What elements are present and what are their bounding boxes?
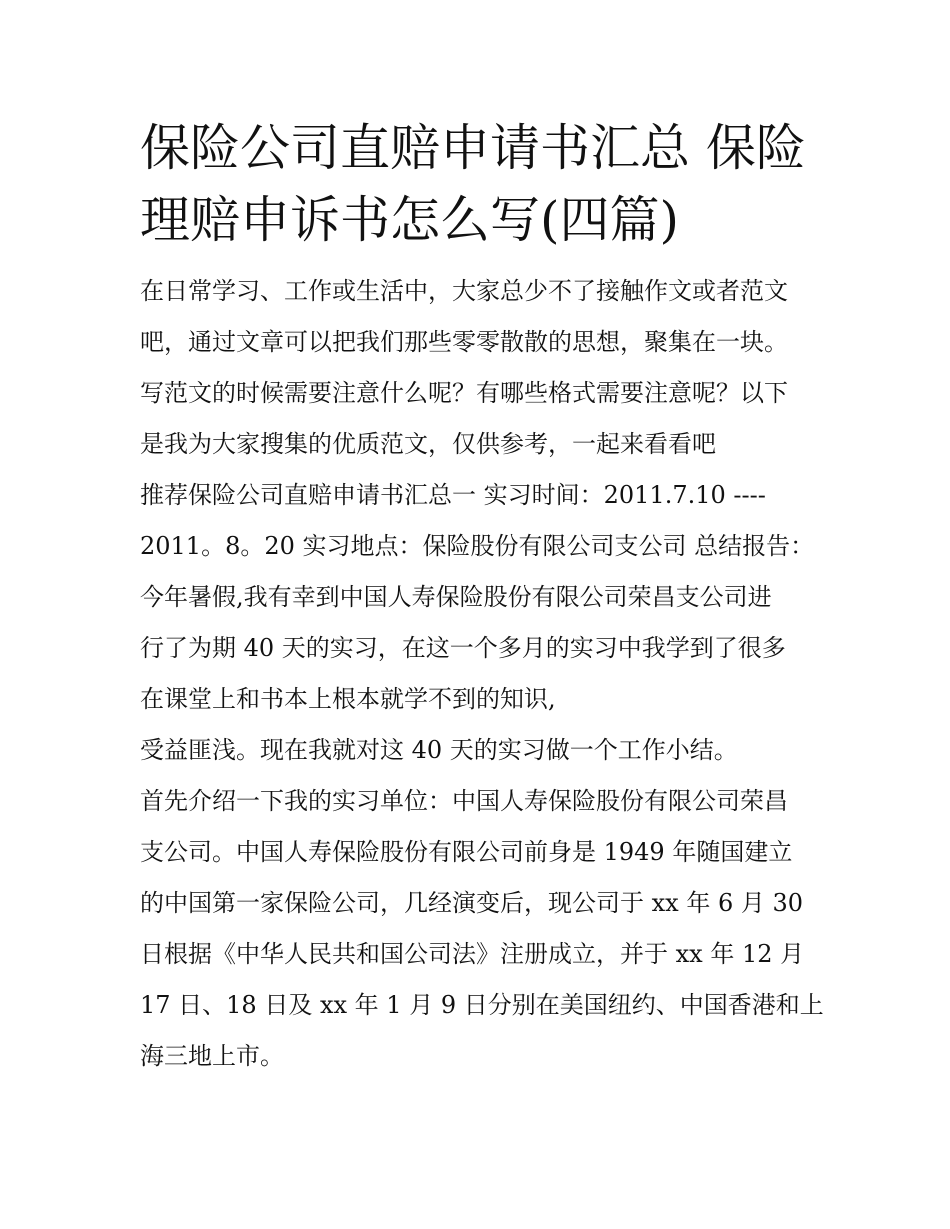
body-line: 吧，通过文章可以把我们那些零零散散的思想，聚集在一块。	[140, 328, 788, 356]
body-line: 首先介绍一下我的实习单位：中国人寿保险股份有限公司荣昌	[140, 787, 788, 815]
title-line: 理赔申诉书怎么写(四篇)	[140, 191, 680, 249]
body-line: 受益匪浅。现在我就对这 40 天的实习做一个工作小结。	[140, 736, 738, 764]
document-title	[140, 112, 820, 256]
document-body	[140, 266, 824, 1082]
body-line: 2011。8。20 实习地点：保险股份有限公司支公司 总结报告：	[140, 532, 815, 560]
document-content	[140, 112, 824, 1082]
body-line: 海三地上市。	[140, 1042, 284, 1070]
body-line: 在日常学习、工作或生活中，大家总少不了接触作文或者范文	[140, 277, 788, 305]
body-line: 是我为大家搜集的优质范文，仅供参考，一起来看看吧	[140, 430, 716, 458]
body-line: 推荐保险公司直赔申请书汇总一 实习时间：2011.7.10 ----	[140, 481, 766, 509]
body-line: 17 日、18 日及 xx 年 1 月 9 日分别在美国纽约、中国香港和上	[140, 991, 824, 1019]
title-line: 保险公司直赔申请书汇总 保险	[140, 119, 806, 177]
body-line: 在课堂上和书本上根本就学不到的知识,	[140, 685, 556, 713]
body-line: 日根据《中华人民共和国公司法》注册成立，并于 xx 年 12 月	[140, 940, 805, 968]
body-line: 今年暑假,我有幸到中国人寿保险股份有限公司荣昌支公司进	[140, 583, 772, 611]
body-line: 写范文的时候需要注意什么呢？有哪些格式需要注意呢？以下	[140, 379, 788, 407]
body-line: 的中国第一家保险公司，几经演变后，现公司于 xx 年 6 月 30	[140, 889, 804, 917]
body-line: 行了为期 40 天的实习，在这一个多月的实习中我学到了很多	[140, 634, 786, 662]
body-line: 支公司。中国人寿保险股份有限公司前身是 1949 年随国建立	[140, 838, 793, 866]
